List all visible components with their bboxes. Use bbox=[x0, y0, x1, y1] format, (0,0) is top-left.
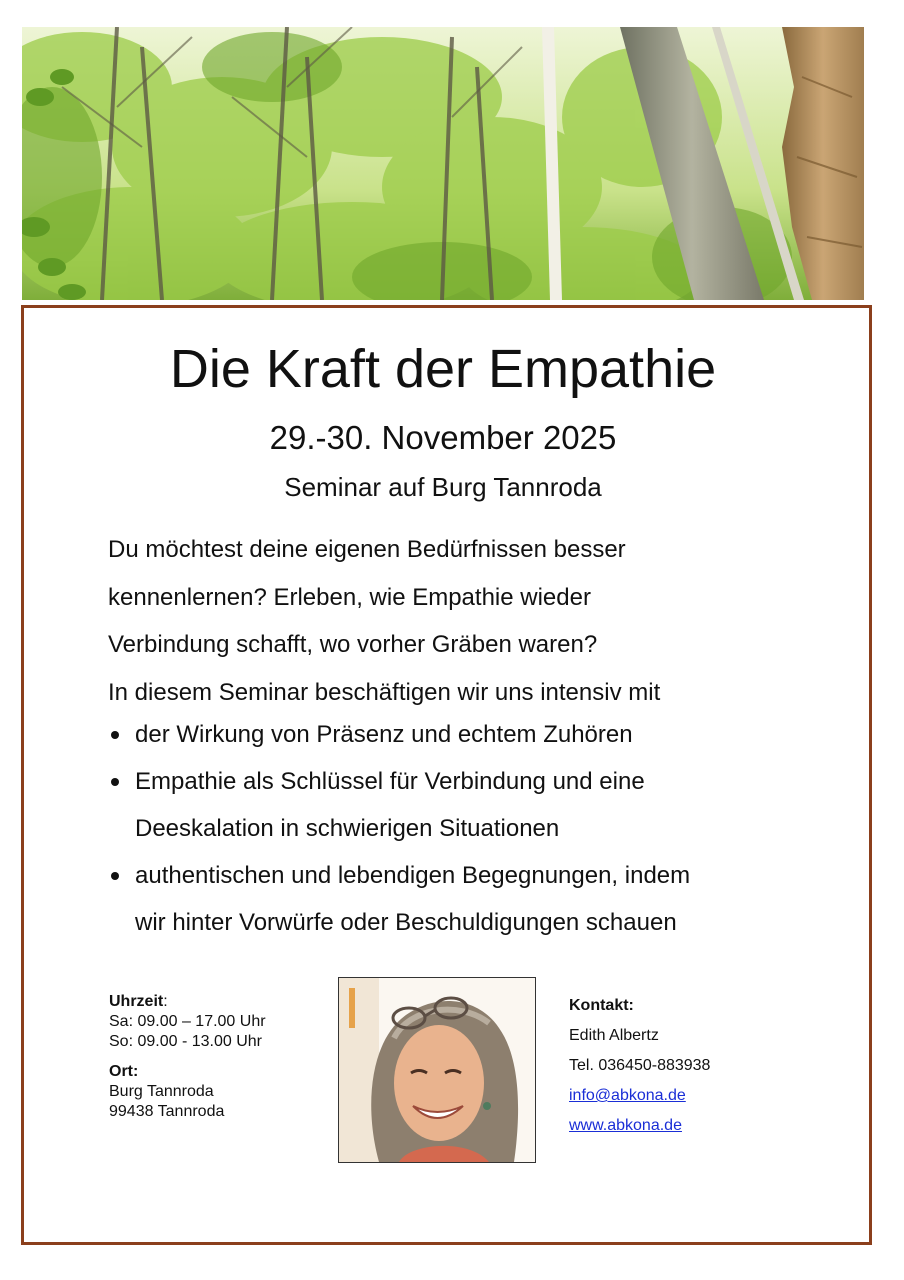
contact-label: Kontakt: bbox=[569, 997, 634, 1014]
intro-line: Verbindung schafft, wo vorher Gräben waren? bbox=[108, 631, 598, 658]
topic-list-item bbox=[108, 852, 808, 946]
page-title: Die Kraft der Empathie bbox=[169, 339, 717, 399]
topic-line: Empathie als Schlüssel für Verbindung und eine bbox=[135, 768, 645, 795]
schedule-sunday: So: 09.00 - 13.00 Uhr bbox=[109, 1033, 262, 1050]
topic-list-item bbox=[108, 711, 808, 758]
topic-list-item bbox=[108, 758, 808, 852]
schedule-heading bbox=[109, 992, 329, 1012]
location-name: Burg Tannroda bbox=[109, 1083, 214, 1100]
contact-block bbox=[569, 991, 809, 1141]
intro-text bbox=[108, 526, 798, 716]
contact-website-link[interactable]: www.abkona.de bbox=[569, 1117, 682, 1134]
event-date: 29.-30. November 2025 bbox=[269, 419, 617, 456]
location-city: 99438 Tannroda bbox=[109, 1103, 225, 1120]
topic-line: wir hinter Vorwürfe oder Beschuldigungen schauen bbox=[135, 909, 677, 936]
intro-line: In diesem Seminar beschäftigen wir uns intensiv mit bbox=[108, 678, 661, 706]
topic-line: der Wirkung von Präsenz und echtem Zuhören bbox=[135, 721, 633, 748]
schedule-saturday: Sa: 09.00 – 17.00 Uhr bbox=[109, 1013, 266, 1030]
portrait-photo bbox=[338, 977, 536, 1163]
forest-banner-image bbox=[22, 27, 864, 300]
contact-email-link[interactable]: info@abkona.de bbox=[569, 1087, 686, 1104]
bullet-icon bbox=[111, 872, 119, 880]
topic-line: Deeskalation in schwierigen Situationen bbox=[135, 815, 560, 842]
bullet-icon bbox=[111, 731, 119, 739]
topic-line: authentischen und lebendigen Begegnungen, indem bbox=[135, 862, 691, 889]
schedule-label: Uhrzeit bbox=[109, 993, 164, 1010]
spacer bbox=[109, 1052, 329, 1062]
location-label: Ort: bbox=[109, 1063, 139, 1080]
contact-name: Edith Albertz bbox=[569, 1027, 659, 1044]
event-subtitle: Seminar auf Burg Tannroda bbox=[284, 472, 602, 502]
schedule-label-colon: : bbox=[163, 993, 168, 1010]
schedule-location-block bbox=[109, 992, 329, 1122]
intro-line: kennenlernen? Erleben, wie Empathie wieder bbox=[108, 583, 591, 611]
contact-phone[interactable]: Tel. 036450-883938 bbox=[569, 1057, 711, 1074]
intro-line: Du möchtest deine eigenen Bedürfnissen besser bbox=[108, 536, 626, 563]
bullet-icon bbox=[111, 778, 119, 786]
topic-list bbox=[108, 711, 808, 946]
